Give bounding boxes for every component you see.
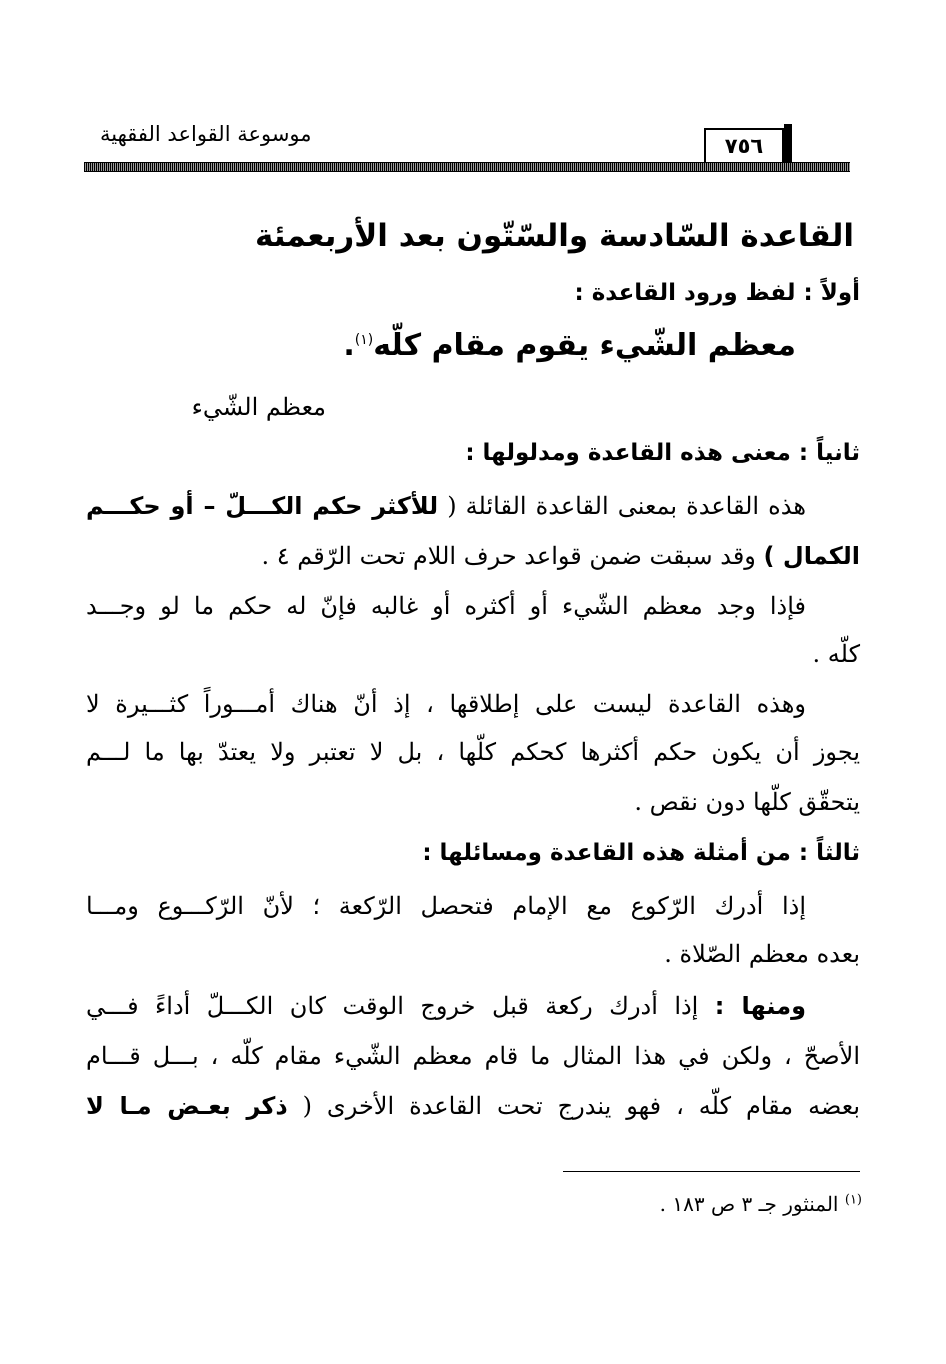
section3-heading: ثالثاً : من أمثلة هذه القاعدة ومسائلها :	[422, 840, 860, 866]
section2-heading: ثانياً : معنى هذه القاعدة ومدلولها :	[465, 440, 860, 466]
section3-paragraph1-line2: بعده معظم الصّلاة .	[664, 940, 860, 968]
section1-heading: أولاً : لفظ ورود القاعدة :	[574, 280, 860, 306]
rule-title: القاعدة السّادسة والسّتّون بعد الأربعمئة	[254, 218, 854, 254]
rule-text-body: معظم الشّيء يقوم مقام كلّه	[373, 328, 796, 363]
header-book-title: موسوعة القواعد الفقهية	[100, 122, 312, 146]
footnote-separator	[563, 1171, 860, 1172]
section2-p1-bold: للأكثر حكم الكـــلّ – أو حكـــم	[86, 492, 439, 520]
section3-p2-bold-end: ذكر بعـض مـا لا	[86, 1092, 288, 1120]
footnote	[660, 1192, 862, 1216]
page-number: ٧٥٦	[724, 134, 764, 158]
rule-text	[343, 328, 796, 363]
section2-paragraph2-line2: كلّه .	[812, 640, 860, 668]
footnote-text: المنثور جـ ٣ ص ١٨٣ .	[659, 1192, 839, 1216]
rule-short-form: معظم الشّيء	[191, 393, 326, 421]
header-rule	[84, 162, 850, 172]
section2-paragraph3-line3: يتحقّق كلّها دون نقص .	[634, 788, 860, 816]
section3-p2-bold-start: ومنها :	[714, 992, 806, 1020]
section2-p1-text: هذه القاعدة بمعنى القاعدة القائلة (	[447, 492, 806, 520]
footnote-reference: (١)	[354, 332, 374, 348]
section2-paragraph1-line1	[86, 492, 806, 520]
section2-p1-bold-end: الكمال )	[763, 542, 860, 570]
section2-paragraph1-line2	[261, 542, 860, 570]
section2-paragraph3-line2: يجوز أن يكون حكم أكثرها كحكم كلّها ، بل لا تعتبر ولا يعتدّ بها ما لـــم	[86, 738, 861, 766]
rule-text-end: .	[343, 328, 355, 363]
section3-p2-text: إذا أدرك ركعة قبل خروج الوقت كان الكـــلّ أداءً فـــي	[86, 992, 699, 1020]
section3-paragraph2-line2: الأصحّ ، ولكن في هذا المثال ما قام معظم الشّيء مقام كلّه ، بـــل قـــام	[86, 1042, 861, 1070]
section3-paragraph1-line1: إذا أدرك الرّكوع مع الإمام فتحصل الرّكعة ؛ لأنّ الرّكـــوع ومـــا	[86, 892, 806, 920]
section2-p1-text-end: وقد سبقت ضمن قواعد حرف اللام تحت الرّقم ٤ .	[261, 542, 756, 570]
section3-paragraph2-line3	[86, 1092, 860, 1120]
section3-paragraph2-line1	[86, 992, 806, 1020]
section3-p2-text-end: بعضه مقام كلّه ، فهو يندرج تحت القاعدة الأخرى (	[302, 1092, 861, 1120]
section2-paragraph3-line1: وهذه القاعدة ليست على إطلاقها ، إذ أنّ هناك أمـــوراً كثـــيرة لا	[86, 690, 806, 718]
section2-paragraph2-line1: فإذا وجد معظم الشّيء أو أكثره أو غالبه فإنّ له حكم ما لو وجـــد	[86, 592, 806, 620]
footnote-marker: (١)	[844, 1192, 862, 1208]
